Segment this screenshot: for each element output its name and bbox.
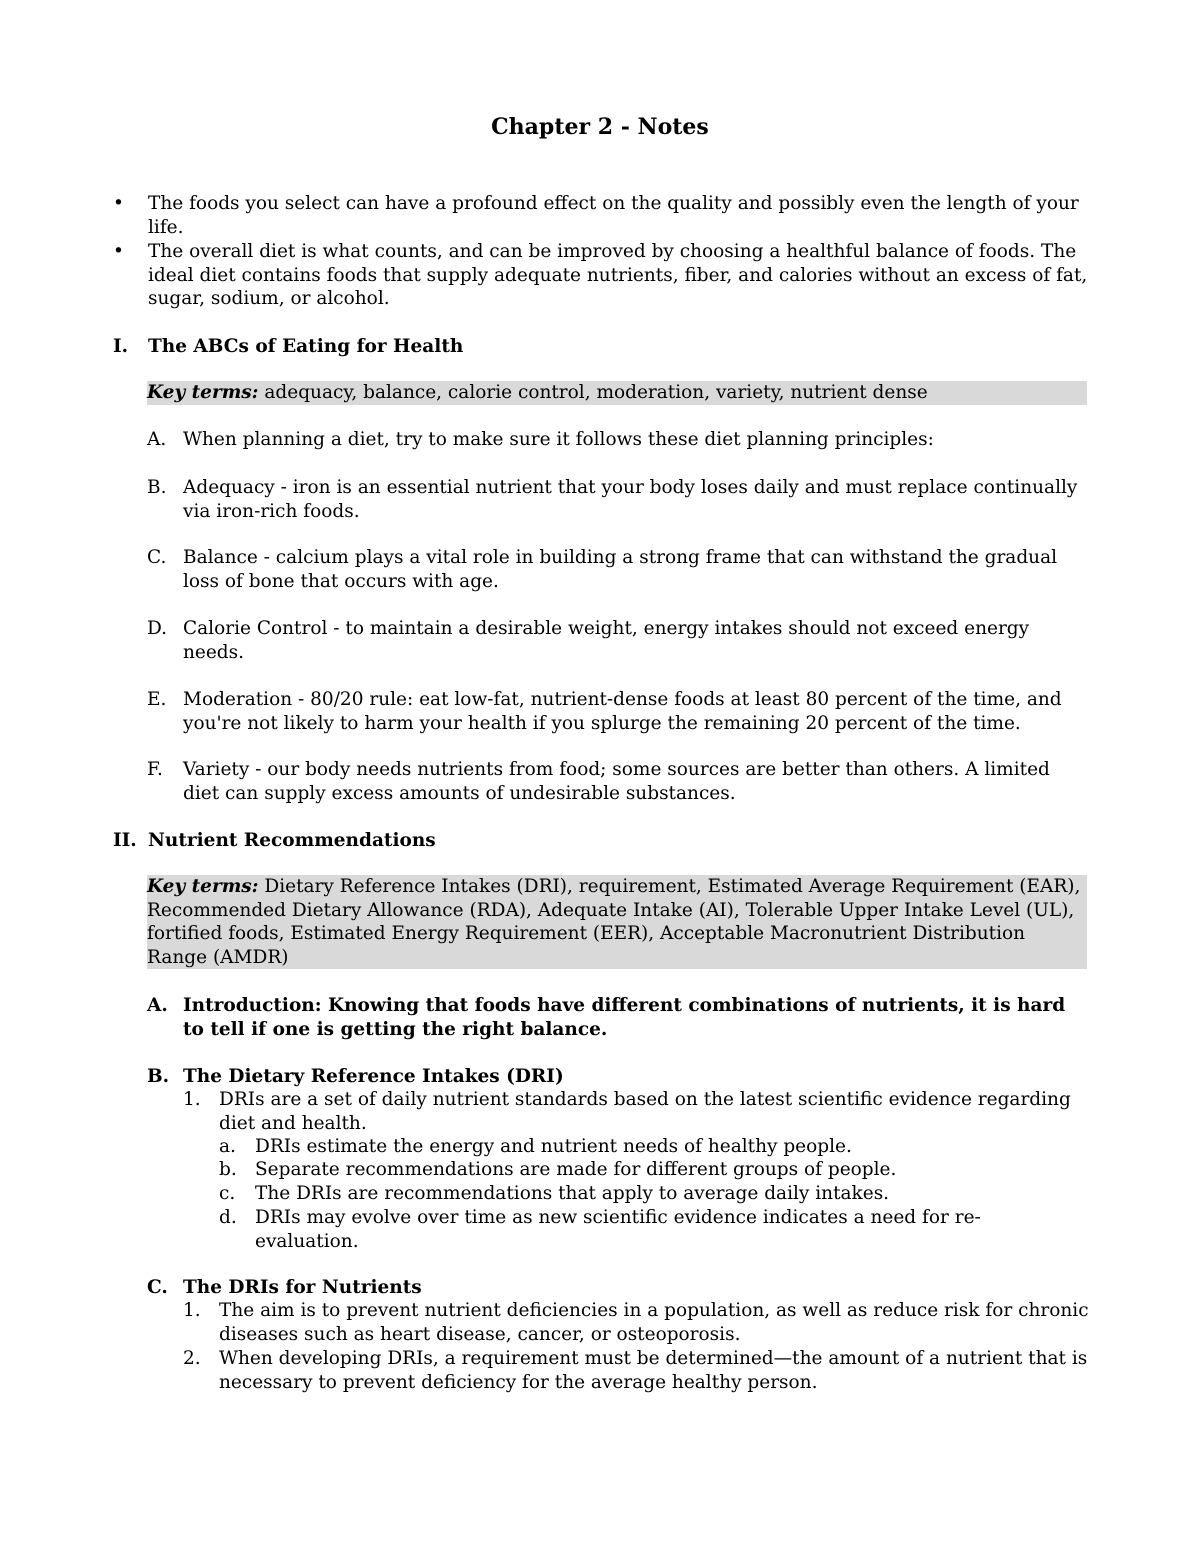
section-numeral: I. (113, 336, 129, 357)
number-marker: 2. (183, 1348, 201, 1369)
sub-text: DRIs may evolve over time as new scientific evidence indicates a need for re-evaluation. (255, 1207, 981, 1252)
list-text: When planning a diet, try to make sure it follows these diet planning principles: (183, 429, 934, 450)
list-marker: E. (147, 689, 167, 710)
bullet-icon: • (113, 193, 124, 214)
numbered-text: DRIs are a set of daily nutrient standards based on the latest scientific evidence regarding diet and health. (219, 1089, 1071, 1134)
list-marker: A. (147, 429, 167, 450)
list-marker: D. (147, 618, 168, 639)
sub-marker: d. (219, 1207, 237, 1228)
bullet-icon: • (113, 241, 124, 262)
sub-text: DRIs estimate the energy and nutrient needs of healthy people. (255, 1136, 852, 1157)
list-marker: C. (147, 547, 167, 568)
sub-marker: a. (219, 1136, 236, 1157)
key-terms-label: Key terms: (147, 876, 259, 897)
list-text: Variety - our body needs nutrients from food; some sources are better than others. A limited diet can supply excess amounts of undesirable substances. (183, 759, 1050, 804)
list-text: The DRIs for Nutrients (183, 1277, 422, 1298)
key-terms-box (147, 875, 1087, 969)
list-marker: C. (147, 1277, 168, 1298)
number-marker: 1. (183, 1089, 201, 1110)
sub-text: The DRIs are recommendations that apply to average daily intakes. (255, 1183, 890, 1204)
sub-marker: b. (219, 1159, 237, 1180)
list-text: Calorie Control - to maintain a desirable weight, energy intakes should not exceed energy needs. (183, 618, 1030, 663)
key-terms-text: adequacy, balance, calorie control, moderation, variety, nutrient dense (258, 382, 928, 403)
numbered-text: The aim is to prevent nutrient deficiencies in a population, as well as reduce risk for chronic diseases such as heart disease, cancer, or osteoporosis. (219, 1300, 1089, 1345)
section-title: Nutrient Recommendations (148, 830, 436, 851)
list-text: Introduction: Knowing that foods have different combinations of nutrients, it is hard to tell if one is getting the right balance. (183, 995, 1066, 1040)
number-marker: 1. (183, 1300, 201, 1321)
numbered-text: When developing DRIs, a requirement must be determined—the amount of a nutrient that is necessary to prevent deficiency for the average healthy person. (219, 1348, 1088, 1393)
sub-marker: c. (219, 1183, 236, 1204)
list-marker: B. (147, 1066, 170, 1087)
list-text: The Dietary Reference Intakes (DRI) (183, 1066, 564, 1087)
page-title: Chapter 2 - Notes (491, 114, 709, 140)
list-text: Moderation - 80/20 rule: eat low-fat, nutrient-dense foods at least 80 percent of the time, and you're not likely to harm your health if you splurge the remaining 20 percent of the time. (183, 689, 1062, 734)
key-terms-label: Key terms: (147, 382, 259, 403)
bullet-text: The foods you select can have a profound effect on the quality and possibly even the length of your life. (148, 193, 1079, 238)
list-marker: B. (147, 477, 167, 498)
section-numeral: II. (113, 830, 137, 851)
list-text: Balance - calcium plays a vital role in building a strong frame that can withstand the gradual loss of bone that occurs with age. (183, 547, 1058, 592)
list-marker: A. (147, 995, 168, 1016)
section-title: The ABCs of Eating for Health (148, 336, 464, 357)
sub-text: Separate recommendations are made for different groups of people. (255, 1159, 897, 1180)
list-text: Adequacy - iron is an essential nutrient that your body loses daily and must replace continually via iron-rich foods. (183, 477, 1078, 522)
key-terms-box (147, 381, 1087, 405)
key-terms-text: Dietary Reference Intakes (DRI), requirement, Estimated Average Requirement (EAR), Recommended Dietary Allowance (RDA), Adequate Intake (AI), Tolerable Upper Intake Level (UL), fortified foods, Estimated Energy Requirement (EER), Acceptable Macronutrient Distribution Range (AMDR) (147, 876, 1081, 968)
bullet-text: The overall diet is what counts, and can be improved by choosing a healthful balance of foods. The ideal diet contains foods that supply adequate nutrients, fiber, and calories without an excess of fat, sugar, sodium, or alcohol. (148, 241, 1088, 309)
list-marker: F. (147, 759, 163, 780)
